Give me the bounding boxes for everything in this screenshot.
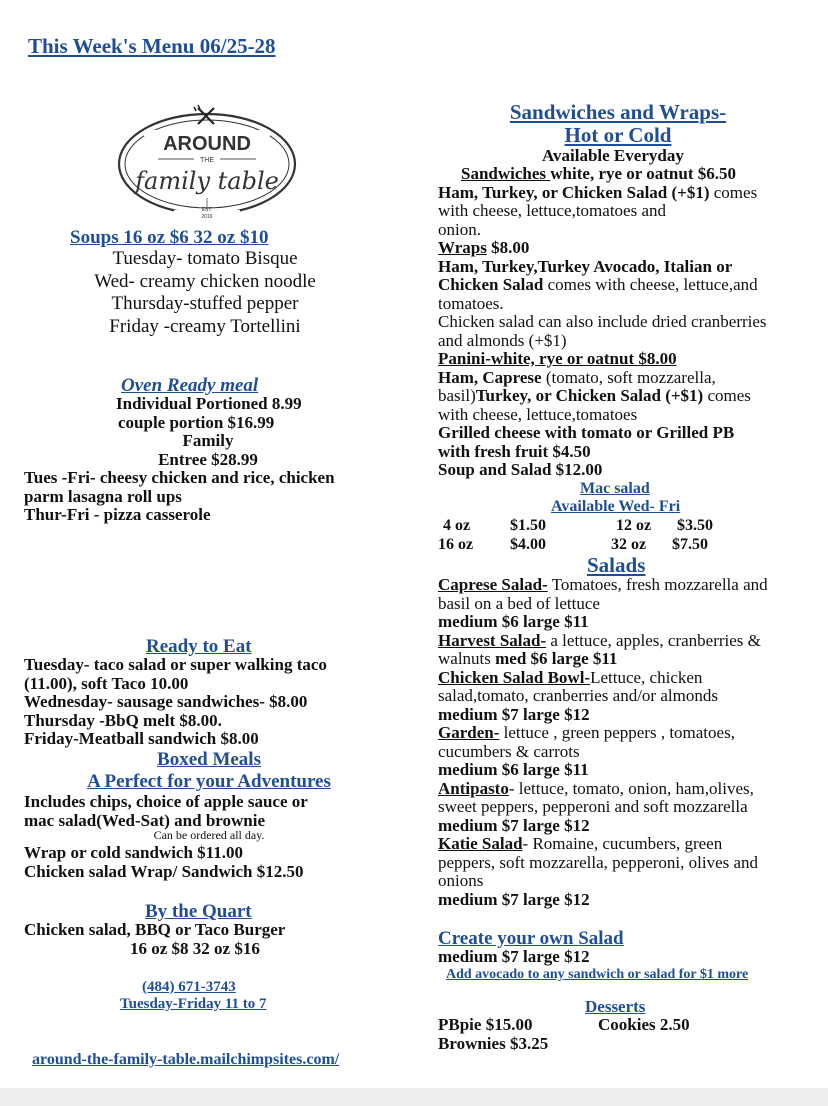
website-link[interactable]: around-the-family-table.mailchimpsites.com/ [32, 1051, 340, 1068]
boxed-meals-details: Includes chips, choice of apple sauce or mac salad(Wed-Sat) and brownie [24, 792, 308, 830]
salad-item-harvest: Harvest Salad- a lettuce, apples, cranberries & [438, 630, 761, 650]
dessert-item-pbpie: PBpie $15.00 [438, 1015, 533, 1034]
oven-price-line: Individual Portioned 8.99 [116, 394, 302, 413]
mac-salad-row: 4 oz $1.50 12 oz $3.50 [443, 517, 713, 534]
oven-price-line: Family [182, 431, 234, 450]
salad-item-caprese: Caprese Salad- Tomatoes, fresh mozzarella and [438, 575, 768, 594]
salad-item-garden: Garden- lettuce , green peppers , tomatoes, [438, 723, 735, 742]
soups-heading: Soups 16 oz $6 32 oz $10 [70, 227, 269, 248]
desserts-heading: Desserts [585, 997, 646, 1016]
oven-ready-heading: Oven Ready meal [121, 375, 259, 396]
sandwiches-line: Sandwiches white, rye or oatnut $6.50 [461, 164, 737, 183]
wraps-line: Wraps $8.00 [438, 238, 530, 257]
sandwiches-section: Sandwiches white, rye or oatnut $6.50 Ham, Turkey, or Chicken Salad (+$1) comes with cheese, lettuce,tomatoes and onion. Wraps $8.00 Ham, Turkey,Turkey Avocado, Italian or Chicken Salad comes with cheese, lettuce,and tomatoes. Chicken salad can also include dried cranberries and almonds (+$1) Panini-white, rye or oatnut $8.00 Ham, Caprese (tomato, soft mozzarella, basil)Turkey, or Chicken Salad (+$1) comes with cheese, lettuce,tomatoes Grilled cheese with tomato or Grilled PB with fresh fruit $4.50 Soup and Salad $12.00 [438, 165, 818, 480]
mac-salad-prices [438, 517, 713, 554]
salad-item-antipasto: Antipasto- lettuce, tomato, onion, ham,olives, [438, 778, 754, 798]
mac-salad-availability: Available Wed- Fri [551, 498, 681, 515]
logo-graphic [114, 104, 300, 222]
by-the-quart-items: Chicken salad, BBQ or Taco Burger [24, 920, 286, 939]
bottom-toolbar-strip [0, 1088, 828, 1106]
sandwiches-heading: Sandwiches and Wraps- Hot or Cold [509, 100, 727, 147]
by-the-quart-prices: 16 oz $8 32 oz $16 [130, 939, 260, 958]
ready-to-eat-list: Tuesday- taco salad or super walking taco (11.00), soft Taco 10.00 Wednesday- sausage sandwiches- $8.00 Thursday -BbQ melt $8.00. Friday-Meatball sandwich $8.00 [24, 655, 327, 748]
avocado-note: Add avocado to any sandwich or salad for $1 more [446, 967, 749, 982]
soup-item: Tuesday- tomato Bisque [112, 248, 298, 269]
create-your-own-salad-heading: Create your own Salad [438, 928, 624, 949]
svg-text:AROUND: AROUND [163, 133, 251, 155]
available-everyday: Available Everyday [542, 146, 684, 165]
soup-item: Friday -creamy Tortellini [109, 315, 301, 337]
dessert-item-cookies: Cookies 2.50 [598, 1015, 690, 1034]
svg-text:2016: 2016 [201, 214, 213, 220]
salads-heading: Salads [587, 553, 646, 577]
page-title: This Week's Menu 06/25-28 [28, 34, 276, 58]
salad-item-katie: Katie Salad- Romaine, cucumbers, green [438, 834, 723, 853]
mac-salad-row: 16 oz $4.00 32 oz $7.50 [438, 535, 708, 553]
business-hours: Tuesday-Friday 11 to 7 [120, 996, 267, 1012]
create-your-own-salad-price: medium $7 large $12 [438, 947, 590, 966]
dessert-item-brownies: Brownies $3.25 [438, 1034, 549, 1053]
svg-text:family table: family table [135, 167, 279, 195]
panini-line: Panini-white, rye or oatnut $8.00 [438, 349, 677, 368]
oven-price-line: Entree $28.99 [158, 449, 258, 469]
around-the-family-table-logo [114, 104, 300, 222]
boxed-meals-note: Can be ordered all day. [153, 828, 265, 842]
oven-ready-prices [96, 395, 320, 469]
oven-price-line: couple portion $16.99 [118, 412, 275, 432]
soup-item: Wed- creamy chicken noodle [94, 270, 316, 292]
boxed-meals-heading: Boxed Meals A Perfect for your Adventures [87, 749, 331, 792]
soup-item: Thursday-stuffed pepper [111, 293, 299, 314]
phone-number[interactable]: (484) 671-3743 [142, 979, 236, 995]
svg-text:EST.: EST. [201, 207, 213, 213]
boxed-meals-items: Wrap or cold sandwich $11.00 Chicken salad Wrap/ Sandwich $12.50 [24, 843, 304, 881]
oven-ready-days: Tues -Fri- cheesy chicken and rice, chicken parm lasagna roll ups Thur-Fri - pizza casserole [24, 468, 335, 524]
soups-list [40, 248, 370, 338]
svg-text:THE: THE [200, 157, 214, 164]
mac-salad-heading: Mac salad [580, 480, 650, 497]
salads-list: Caprese Salad- Tomatoes, fresh mozzarella and basil on a bed of lettuce medium $6 large $11 Harvest Salad- a lettuce, apples, cranberries & walnuts med $6 large $11 Chicken Salad Bowl-Lettuce, chicken salad,tomato, cranberries and/or almonds medium $7 large $12 Garden- lettuce , green peppers , tomatoes, cucumbers & carrots medium $6 large $11 Antipasto- lettuce, tomato, onion, ham,olives, sweet peppers, pepperoni and soft mozzarella medium $7 large $12 Katie Salad- Romaine, cucumbers, green peppers, soft mozzarella, pepperoni, olives and onions medium $7 large $12 [438, 576, 823, 909]
ready-to-eat-heading: Ready to Eat [146, 636, 252, 657]
by-the-quart-heading: By the Quart [145, 901, 252, 922]
salad-item-chicken-bowl: Chicken Salad Bowl-Lettuce, chicken [438, 667, 703, 687]
